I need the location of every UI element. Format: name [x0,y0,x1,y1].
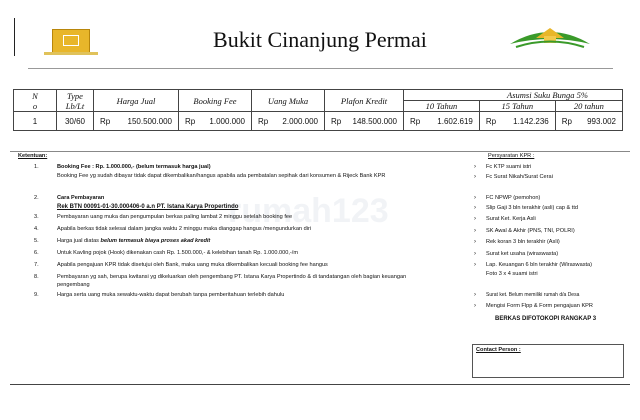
cell-harga: Rp 150.500.000 [94,112,179,131]
leaf-icon [516,42,584,48]
item-text-3: Pembayaran uang muka dan pengumpulan berkas paling lambat 2 minggu setelah booking fee [57,214,293,220]
cara-pembayaran: Cara Pembayaran [57,195,105,201]
item-number-1: 1. [34,164,39,170]
syarat-item: FC NPWP (pemohon) [486,195,541,201]
cell-uang-muka: Rp 2.000.000 [252,112,325,131]
page-title: Bukit Cinanjung Permai [213,27,427,52]
syarat-item: Fc KTP suami istri [486,164,532,170]
chevron-icon: › [474,205,476,211]
chevron-icon: › [474,262,476,268]
booking-fee-heading: Booking Fee : Rp. 1.000.000,- (belum termasuk harga jual) [57,164,211,170]
watermark: rumah123 [228,192,389,230]
item-number-2: 2. [34,195,39,201]
persyaratan-title: Persyaratan KPR : [488,153,535,159]
syarat-item: Lap. Keuangan 6 bln terakhir (Wiraswasta) [486,262,593,268]
syarat-item: SK Awal & Akhir (PNS, TNI, POLRI) [486,228,575,234]
chevron-icon: › [474,228,476,234]
item-text-6: Untuk Kavling pojok (Hook) dikenakan cash Rp. 1.500.000,- & kelebihan tanah Rp. 1.000.000,-/m [57,250,298,256]
header-uang-muka: Uang Muka [252,90,325,112]
chevron-icon: › [474,303,476,309]
item-number-9: 9. [34,292,39,298]
bottom-rule [10,384,630,385]
item-number-8: 8. [34,274,39,280]
cell-15-tahun: Rp 1.142.236 [479,112,555,131]
item-text-9: Harga serta uang muka sewaktu-waktu dapat berubah tanpa pemberitahuan terlebih dahulu [57,292,285,298]
chevron-icon: › [474,292,476,298]
ketentuan-title: Ketentuan: [18,153,48,159]
berkas-note: BERKAS DIFOTOKOPI RANGKAP 3 [495,316,597,322]
syarat-item: Slip Gaji 3 bln terakhir (asli) cap & ttd [486,205,579,211]
rekening-btn: Rek BTN 00091-01-30.000406-0 a.n PT. Istana Karya Propertindo [57,204,239,210]
syarat-item: Surat Ket. Kerja Asli [486,216,536,222]
table-row [14,112,623,131]
chevron-icon: › [474,216,476,222]
price-table [13,89,623,131]
right-logo [506,24,594,52]
syarat-item: Mengisi Form Flpp & Form pengajuan KPR [486,303,593,309]
item-number-4: 4. [34,226,39,232]
chevron-icon: › [474,239,476,245]
cell-booking: Rp 1.000.000 [179,112,252,131]
item-number-3: 3. [34,214,39,220]
item-text-8b: pengembang [57,282,90,288]
syarat-item: Surat ket usaha (wiraswasta) [486,251,559,257]
cell-type: 30/60 [57,112,94,131]
item-text-5: Harga jual diatas belum termasuk biaya proses akad kredit [57,238,211,244]
header-rule [28,68,613,69]
header-20-tahun: 20 tahun [555,101,622,112]
header-asumsi: Asumsi Suku Bunga 5% [404,90,623,101]
syarat-item: Fc Surat Nikah/Surat Cerai [486,174,553,180]
header-no: N o [14,90,57,112]
header-booking: Booking Fee [179,90,252,112]
booking-fee-text: Booking Fee yg sudah dibayar tidak dapat dikembalikan/hangus apabila ada pembatalan sepihak dari konsumen & Rijeck Bank KPR [57,173,386,179]
cell-no: 1 [14,112,57,131]
item-number-5: 5. [34,238,39,244]
syarat-item: Foto 3 x 4 suami istri [486,271,538,277]
header-15-tahun: 15 Tahun [479,101,555,112]
item-text-8a: Pembayaran yg sah, berupa kwitansi yg dikeluarkan oleh pengembang PT. Istana Karya Propertindo & di tandatangan oleh bagian keuangan [57,274,407,280]
contact-label: Contact Person : [476,347,521,353]
chevron-icon: › [474,174,476,180]
chevron-icon: › [474,195,476,201]
section-divider [10,151,630,152]
item-number-7: 7. [34,262,39,268]
header-plafon: Plafon Kredit [325,90,404,112]
item-number-6: 6. [34,250,39,256]
cell-10-tahun: Rp 1.602.619 [404,112,480,131]
header-type: Type Lb/Lt [57,90,94,112]
chevron-icon: › [474,164,476,170]
syarat-item: Surat ket. Belum memiliki rumah d/a Desa [486,292,580,298]
header-harga: Harga Jual [94,90,179,112]
chevron-icon: › [474,251,476,257]
header-10-tahun: 10 Tahun [404,101,480,112]
cell-20-tahun: Rp 993.002 [555,112,622,131]
item-text-4: Apabila berkas tidak selesai dalam jangka waktu 2 minggu maka dianggap hangus /mengundurkan diri [57,226,312,232]
cell-plafon: Rp 148.500.000 [325,112,404,131]
item-text-7: Apabila pengajuan KPR tidak disetujui oleh Bank, maka uang muka dikembalikan kecuali booking fee hangus [57,262,328,268]
syarat-item: Rek koran 3 bln terakhir (Asli) [486,239,560,245]
